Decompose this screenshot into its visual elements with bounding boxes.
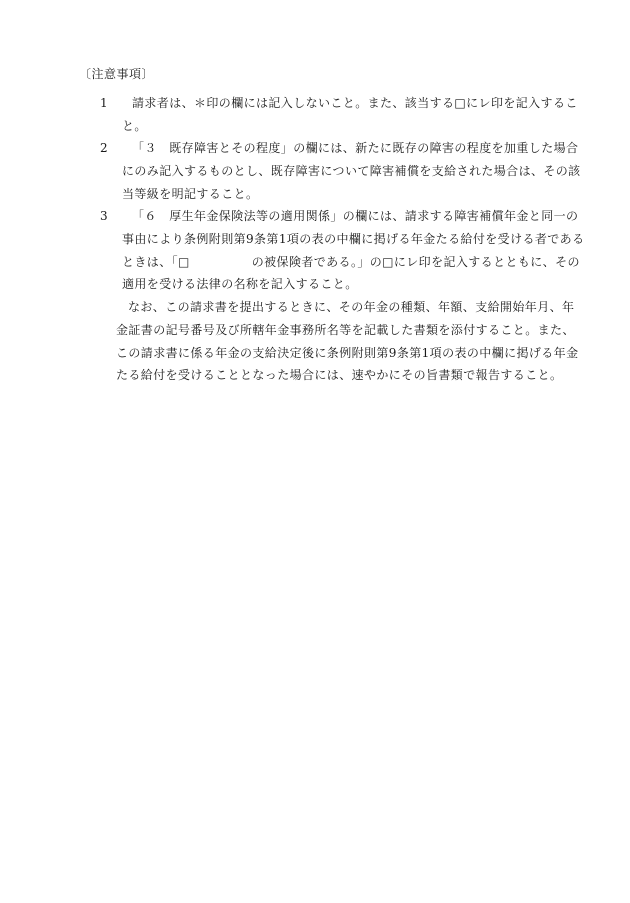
note-item-line: ときは、「□ の被保険者である。」の□にレ印を記入するとともに、その: [122, 254, 580, 269]
note-paragraph: [116, 296, 579, 387]
note-paragraph-line: この請求書に係る年金の支給決定後に条例附則第9条第1項の表の中欄に掲げる年金: [116, 345, 579, 360]
note-item-text: [108, 205, 585, 296]
note-item-line: 事由により条例附則第9条第1項の表の中欄に掲げる年金たる給付を受ける者である: [122, 231, 585, 246]
note-item-3: [100, 205, 585, 296]
note-item-line: と。: [122, 118, 147, 133]
note-item-line: 「３ 既存障害とその程度」の欄には、新たに既存の障害の程度を加重した場合: [132, 141, 579, 155]
note-item-line: 適用を受ける法律の名称を記入すること。: [122, 277, 358, 292]
note-item-line: にのみ記入するものとし、既存障害について障害補償を支給された場合は、その該: [122, 163, 581, 178]
note-paragraph-line: 金証書の記号番号及び所轄年金事務所名等を記載した書類を添付すること。また、: [116, 322, 575, 337]
note-paragraph-line: なお、この請求書を提出するときに、その年金の種類、年額、支給開始年月、年: [128, 300, 575, 314]
note-item-number: 1: [100, 96, 109, 110]
note-item-1: [100, 92, 578, 138]
note-item-number: 2: [100, 141, 109, 155]
notes-heading: 〔注意事項〕: [79, 67, 155, 81]
note-item-line: 「６ 厚生年金保険法等の適用関係」の欄には、請求する障害補償年金と同一の: [132, 209, 579, 223]
note-item-text: [108, 92, 578, 138]
note-item-text: [108, 137, 581, 205]
note-paragraph-line: たる給付を受けることとなった場合には、速やかにその旨書類で報告すること。: [116, 368, 563, 383]
note-item-line: 当等級を明記すること。: [122, 186, 259, 201]
note-item-2: [100, 137, 581, 205]
note-item-line: 請求者は、＊印の欄には記入しないこと。また、該当する□にレ印を記入するこ: [132, 96, 578, 110]
note-item-number: 3: [100, 209, 109, 223]
